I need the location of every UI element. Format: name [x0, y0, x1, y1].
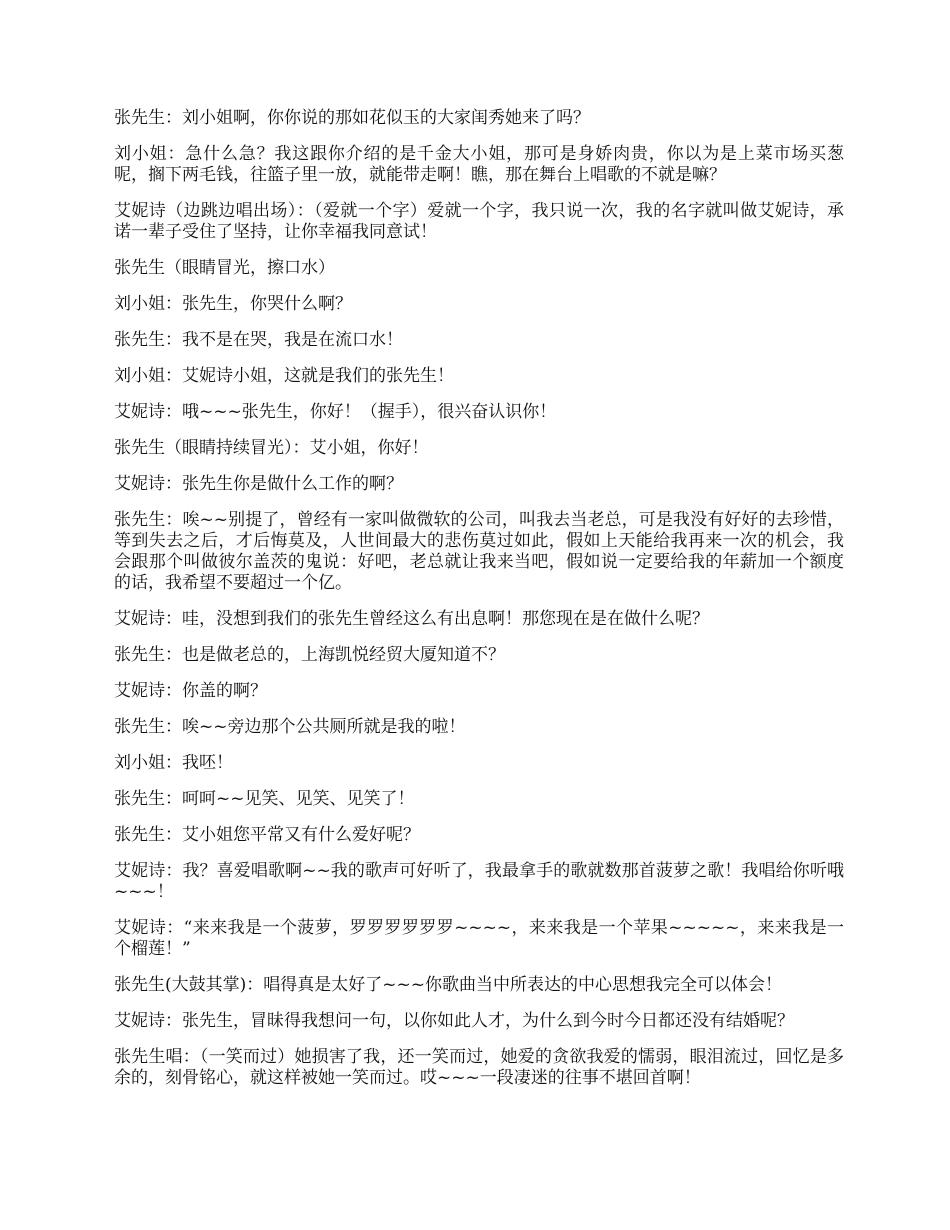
dialogue-line: 张先生：我不是在哭，我是在流口水！ — [114, 330, 403, 350]
dialogue-line: 艾妮诗：哇，没想到我们的张先生曾经这么有出息啊！那您现在是在做什么呢？ — [114, 609, 709, 629]
dialogue-line: 张先生(大鼓其掌)：唱得真是太好了~~~你歌曲当中所表达的中心思想我完全可以体会！ — [114, 975, 782, 995]
dialogue-line: 艾妮诗：哦~~~张先生，你好！（握手），很兴奋认识你！ — [114, 402, 557, 422]
document-body — [114, 108, 844, 1104]
dialogue-line: 张先生：唉~~别提了，曾经有一家叫做微软的公司，叫我去当老总，可是我没有好好的去珍惜，等到失去之后，才后悔莫及，人世间最大的悲伤莫过如此，假如上天能给我再来一次的机会，我会跟那个叫做彼尔盖茨的鬼说：好吧，老总就让我来当吧，假如说一定要给我的年薪加一个额度的话，我希望不要超过一个亿。 — [114, 510, 844, 593]
dialogue-line: 张先生：也是做老总的，上海凯悦经贸大厦知道不？ — [114, 645, 505, 665]
dialogue-line: 张先生（眼睛持续冒光）：艾小姐，你好！ — [114, 438, 429, 458]
dialogue-line: 张先生：艾小姐您平常又有什么爱好呢？ — [114, 825, 420, 845]
dialogue-line: 张先生：刘小姐啊，你你说的那如花似玉的大家闺秀她来了吗？ — [114, 108, 590, 128]
dialogue-line: 张先生：唉~~旁边那个公共厕所就是我的啦！ — [114, 717, 466, 737]
dialogue-line: 艾妮诗：“来来我是一个菠萝，罗罗罗罗罗罗~~~~，来来我是一个苹果~~~~~，来来我是一个榴莲！” — [114, 918, 844, 959]
dialogue-line: 刘小姐：我呸！ — [114, 753, 233, 773]
dialogue-line: 艾妮诗：你盖的啊？ — [114, 681, 267, 701]
stage-direction: 张先生（眼睛冒光，擦口水） — [114, 258, 335, 278]
dialogue-line: 张先生：呵呵~~见笑、见笑、见笑了！ — [114, 789, 415, 809]
dialogue-line: 刘小姐：艾妮诗小姐，这就是我们的张先生！ — [114, 366, 454, 386]
dialogue-line: 艾妮诗：张先生你是做什么工作的啊？ — [114, 474, 403, 494]
dialogue-line: 刘小姐：急什么急？我这跟你介绍的是千金大小姐，那可是身娇肉贵，你以为是上菜市场买葱呢，搁下两毛钱，往篮子里一放，就能带走啊！瞧，那在舞台上唱歌的不就是嘛？ — [114, 144, 844, 185]
dialogue-line: 艾妮诗（边跳边唱出场）：（爱就一个字）爱就一个字，我只说一次，我的名字就叫做艾妮诗，承诺一辈子受住了坚持，让你幸福我同意试！ — [114, 201, 844, 242]
dialogue-line: 刘小姐：张先生，你哭什么啊？ — [114, 294, 352, 314]
dialogue-line: 艾妮诗：我？喜爱唱歌啊~~我的歌声可好听了，我最拿手的歌就数那首菠萝之歌！我唱给你听哦~~~！ — [114, 861, 844, 902]
dialogue-line: 艾妮诗：张先生，冒昧得我想问一句，以你如此人才，为什么到今时今日都还没有结婚呢？ — [114, 1011, 794, 1031]
dialogue-line: 张先生唱：（一笑而过）她损害了我，还一笑而过，她爱的贪欲我爱的懦弱，眼泪流过，回忆是多余的，刻骨铭心，就这样被她一笑而过。哎~~~一段凄迷的往事不堪回首啊！ — [114, 1047, 844, 1088]
